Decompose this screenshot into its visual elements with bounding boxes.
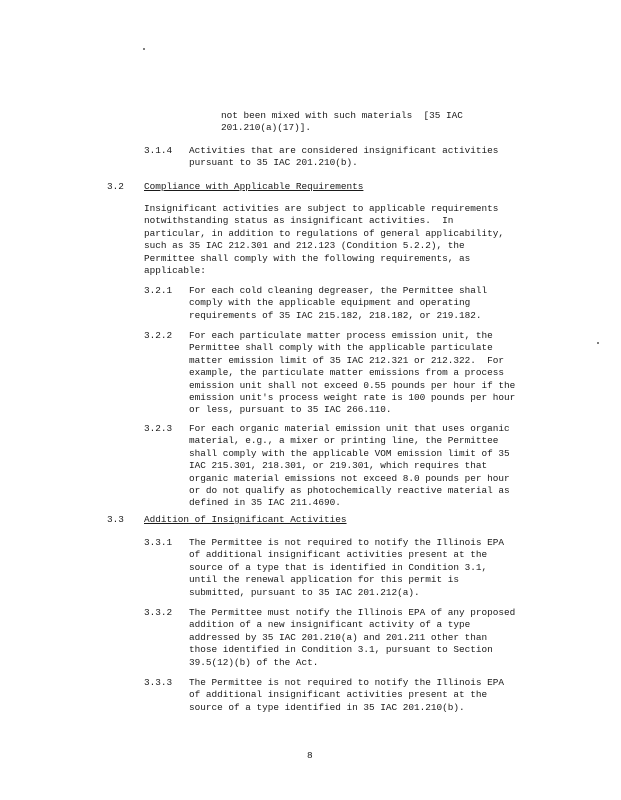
scan-speck xyxy=(143,48,145,50)
item-number-3-2-3: 3.2.3 xyxy=(144,423,173,434)
item-text-3-3-3: The Permittee is not required to notify the Illinois EPA of additional insignificant activities present at the source of a type identified in 35 IAC 201.210(b). xyxy=(189,677,505,713)
section-heading-3-3: Addition of Insignificant Activities xyxy=(144,514,347,525)
item-number-3-2-1: 3.2.1 xyxy=(144,285,173,296)
scan-speck xyxy=(597,342,599,344)
item-number-3-3-2: 3.3.2 xyxy=(144,607,173,618)
section-intro-3-2: Insignificant activities are subject to applicable requirements notwithstanding status as insignificant activities. In particular, in addition to regulations of general applicability, such as 35 IAC 212.301 and 212.123 (Condition 5.2.2), the Permittee shall comply with the following requirements, as applicable: xyxy=(144,203,505,277)
item-text-3-2-1: For each cold cleaning degreaser, the Permittee shall comply with the applicable equipment and operating requirements of 35 IAC 215.182, 218.182, or 219.182. xyxy=(189,285,488,321)
item-text-3-2-2: For each particulate matter process emission unit, the Permittee shall comply with the applicable particulate matter emission limit of 35 IAC 212.321 or 212.322. For example, the particulate matter emissions from a process emission unit shall not exceed 0.55 pounds per hour if the emission unit's process weight rate is 100 pounds per hour or less, pursuant to 35 IAC 266.110. xyxy=(189,330,516,416)
continuation-text: not been mixed with such materials [35 IAC 201.210(a)(17)]. xyxy=(221,110,463,134)
item-number-3-1-4: 3.1.4 xyxy=(144,145,173,156)
section-number-3-2: 3.2 xyxy=(107,181,124,192)
page-number: 8 xyxy=(307,750,313,761)
item-text-3-3-2: The Permittee must notify the Illinois EPA of any proposed addition of a new insignificant activity of a type addressed by 35 IAC 201.210(a) and 201.211 other than those identified in Condition 3.1, pursuant to Section 39.5(12)(b) of the Act. xyxy=(189,607,516,668)
item-text-3-2-3: For each organic material emission unit that uses organic material, e.g., a mixer or printing line, the Permittee shall comply with the applicable VOM emission limit of 35 IAC 215.301, 218.301, or 219.301, which requires that organic material emissions not exceed 8.0 pounds per hour or do not qualify as photochemically reactive material as defined in 35 IAC 211.4690. xyxy=(189,423,510,509)
section-heading-3-2: Compliance with Applicable Requirements xyxy=(144,181,364,192)
item-number-3-3-1: 3.3.1 xyxy=(144,537,173,548)
item-number-3-2-2: 3.2.2 xyxy=(144,330,173,341)
item-text-3-3-1: The Permittee is not required to notify the Illinois EPA of additional insignificant activities present at the source of a type that is identified in Condition 3.1, until the renewal application for this permit is submitted, pursuant to 35 IAC 201.212(a). xyxy=(189,537,505,598)
section-number-3-3: 3.3 xyxy=(107,514,124,525)
item-number-3-3-3: 3.3.3 xyxy=(144,677,173,688)
item-text-3-1-4: Activities that are considered insignificant activities pursuant to 35 IAC 201.210(b). xyxy=(189,145,499,169)
